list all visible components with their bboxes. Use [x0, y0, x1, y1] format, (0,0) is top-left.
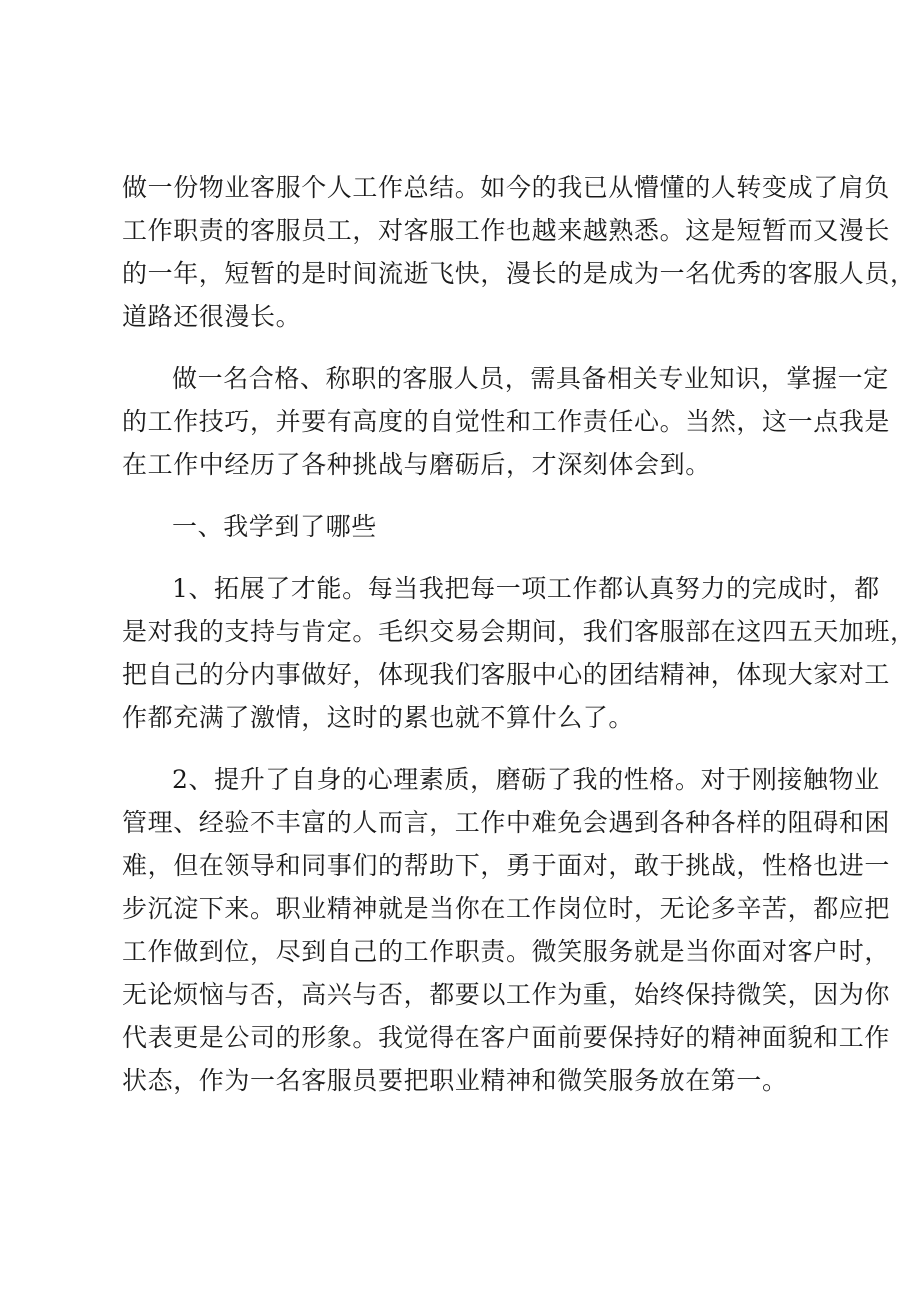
text-line: 无论烦恼与否，高兴与否，都要以工作为重，始终保持微笑，因为你	[122, 980, 891, 1009]
text-line: 难，但在领导和同事们的帮助下，勇于面对，敢于挑战，性格也进一	[122, 851, 891, 880]
text-line: 把自己的分内事做好，体现我们客服中心的团结精神，体现大家对工	[122, 660, 891, 689]
text-line: 工作职责的客服员工，对客服工作也越来越熟悉。这是短暂而又漫长	[122, 216, 891, 245]
text-line: 的工作技巧，并要有高度的自觉性和工作责任心。当然，这一点我是	[122, 407, 891, 436]
text-line: 1、拓展了才能。每当我把每一项工作都认真努力的完成时，都	[172, 574, 880, 603]
paragraph-point-1	[122, 567, 916, 739]
text-line: 做一名合格、称职的客服人员，需具备相关专业知识，掌握一定	[172, 364, 889, 393]
heading-text: 一、我学到了哪些	[172, 512, 377, 541]
text-line: 道路还很漫长。	[122, 302, 302, 331]
text-line: 代表更是公司的形象。我觉得在客户面前要保持好的精神面貌和工作	[122, 1023, 891, 1052]
text-line: 在工作中经历了各种挑战与磨砺后，才深刻体会到。	[122, 450, 711, 479]
paragraph-intro	[122, 166, 916, 338]
text-line: 是对我的支持与肯定。毛织交易会期间，我们客服部在这四五天加班，	[122, 617, 916, 646]
document-body	[122, 166, 916, 1102]
text-line: 的一年，短暂的是时间流逝飞快，漫长的是成为一名优秀的客服人员，	[122, 259, 916, 288]
text-line: 管理、经验不丰富的人而言，工作中难免会遇到各种各样的阻碍和困	[122, 808, 891, 837]
text-line: 2、提升了自身的心理素质，磨砺了我的性格。对于刚接触物业	[172, 765, 880, 794]
text-line: 作都充满了激情，这时的累也就不算什么了。	[122, 703, 635, 732]
text-line: 状态，作为一名客服员要把职业精神和微笑服务放在第一。	[122, 1066, 788, 1095]
paragraph-point-2	[122, 758, 891, 1102]
text-line: 步沉淀下来。职业精神就是当你在工作岗位时，无论多辛苦，都应把	[122, 894, 891, 923]
text-line: 工作做到位，尽到自己的工作职责。微笑服务就是当你面对客户时，	[122, 937, 891, 966]
section-heading	[122, 505, 822, 548]
paragraph-qualifications	[122, 357, 891, 486]
text-line: 做一份物业客服个人工作总结。如今的我已从懵懂的人转变成了肩负	[122, 173, 891, 202]
